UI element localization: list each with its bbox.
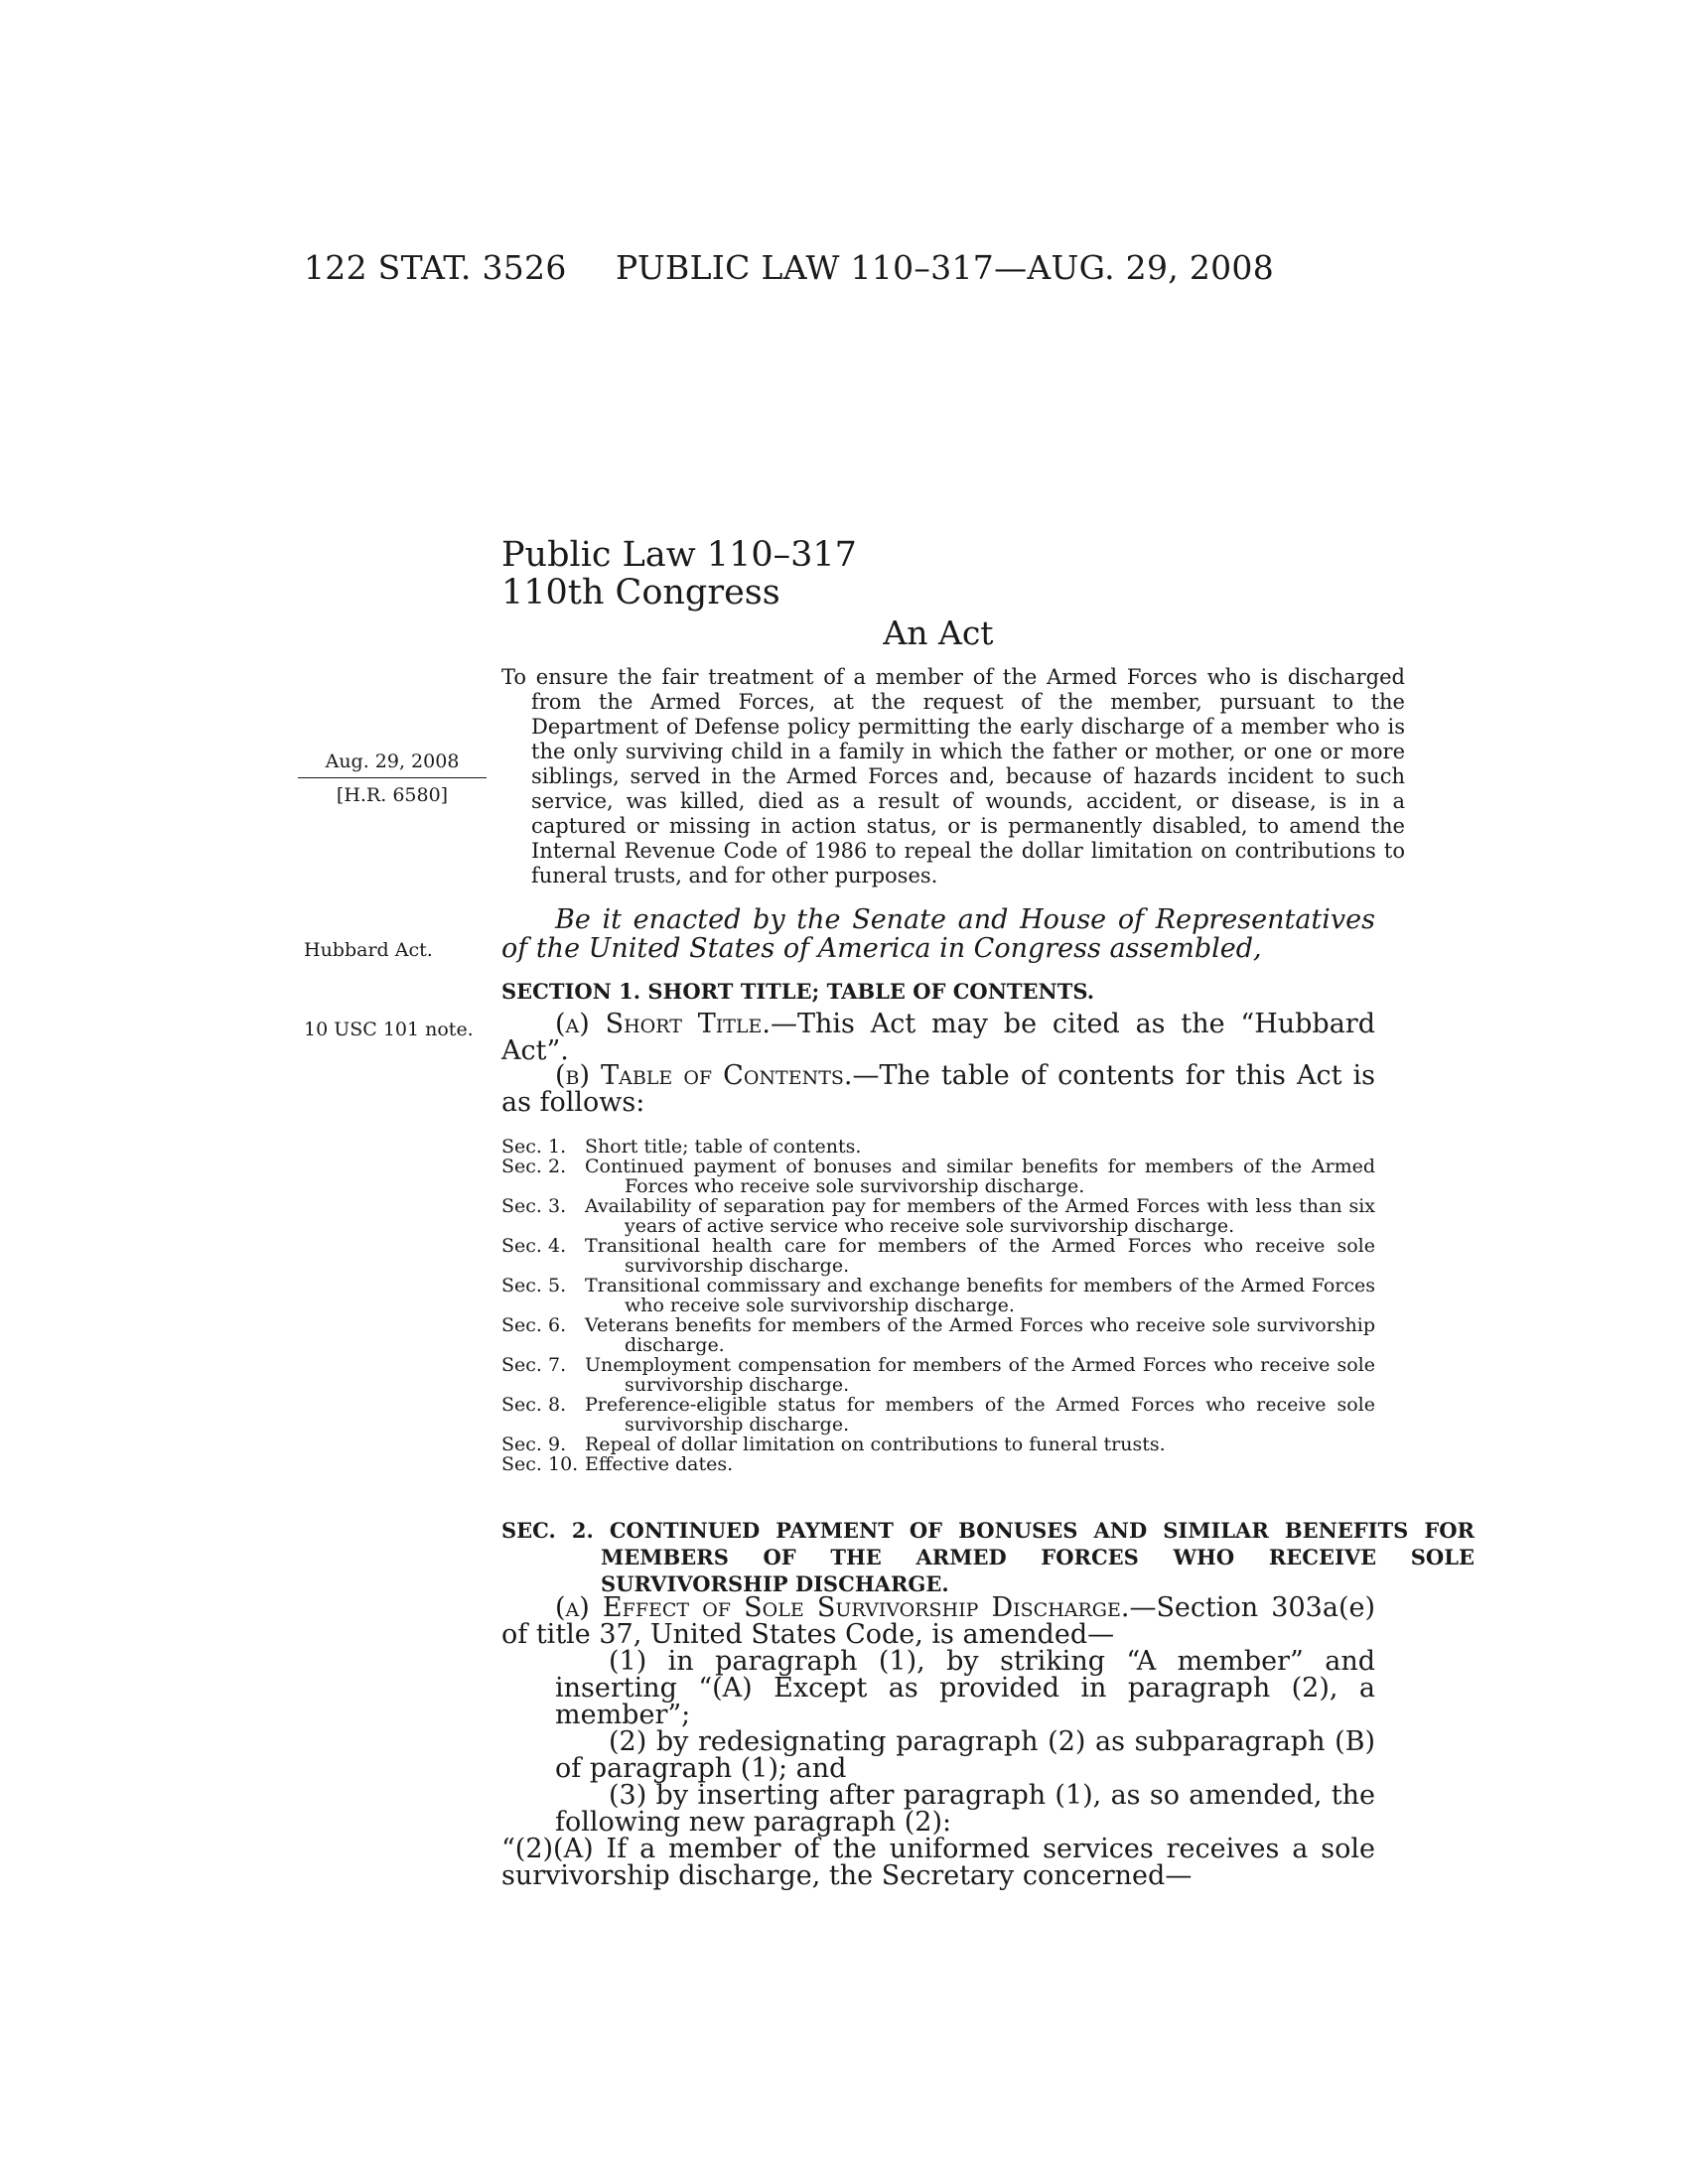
- toc-item: [501, 1395, 1375, 1434]
- section-1a: [501, 1011, 1375, 1064]
- toc-item: [501, 1276, 1375, 1315]
- section-1-heading: SECTION 1. SHORT TITLE; TABLE OF CONTENTS.: [501, 979, 1095, 1004]
- section-2-heading: SEC. 2. CONTINUED PAYMENT OF BONUSES AND SIMILAR BENEFITS FOR MEMBERS OF THE ARMED FORCES WHO RECEIVE SOLE SURVIVORSHIP DISCHARGE.: [501, 1518, 1475, 1596]
- toc-item: [501, 1454, 1375, 1474]
- toc-number: Sec. 6.: [501, 1314, 567, 1336]
- stat-page-number: 122 STAT. 3526: [304, 248, 567, 287]
- section-1b: [501, 1062, 1375, 1116]
- toc-number: Sec. 3.: [501, 1195, 567, 1217]
- enacting-clause: Be it enacted by the Senate and House of Representatives of the United States of America in Congress assembled,: [501, 904, 1375, 964]
- section-1a-label: (a) Short Title.: [555, 1009, 771, 1039]
- toc-number: Sec. 2.: [501, 1156, 567, 1177]
- table-of-contents: [501, 1137, 1375, 1474]
- congress-number: 110th Congress: [501, 573, 780, 613]
- toc-item: [501, 1236, 1375, 1276]
- section-1a-text: —This Act may be cited as the “Hubbard Act”.: [501, 1009, 1375, 1066]
- margin-note-usc: 10 USC 101 note.: [304, 1019, 474, 1040]
- section-2a-item-3: (3) by inserting after paragraph (1), as so amended, the following new paragraph (2):: [555, 1780, 1375, 1838]
- bill-number: [H.R. 6580]: [336, 784, 449, 806]
- law-title-block: [501, 536, 857, 612]
- quoted-paragraph-2a: “(2)(A) If a member of the uniformed services receives a sole survivorship discharge, the Secretary concerned—: [501, 1834, 1375, 1891]
- toc-text: Veterans benefits for members of the Armed Forces who receive sole survivorship discharge.: [585, 1314, 1375, 1356]
- law-number: Public Law 110–317: [501, 535, 857, 575]
- margin-note-short-name: Hubbard Act.: [304, 939, 433, 961]
- toc-number: Sec. 9.: [501, 1433, 567, 1455]
- toc-text: Transitional health care for members of the Armed Forces who receive sole survivorship discharge.: [585, 1235, 1375, 1277]
- toc-item: [501, 1355, 1375, 1395]
- running-header: PUBLIC LAW 110–317—AUG. 29, 2008: [616, 248, 1275, 287]
- toc-text: Short title; table of contents.: [585, 1136, 862, 1158]
- toc-text: Preference-eligible status for members of the Armed Forces who receive sole survivorship discharge.: [585, 1394, 1375, 1435]
- toc-text: Repeal of dollar limitation on contributions to funeral trusts.: [585, 1433, 1166, 1455]
- toc-number: Sec. 7.: [501, 1354, 567, 1376]
- section-2a-item-1: (1) in paragraph (1), by striking “A member” and inserting “(A) Except as provided in paragraph (2), a member”;: [555, 1646, 1375, 1730]
- toc-number: Sec. 5.: [501, 1275, 567, 1297]
- section-2a-item-2: (2) by redesignating paragraph (2) as subparagraph (B) of paragraph (1); and: [555, 1726, 1375, 1784]
- act-title: An Act: [883, 614, 994, 652]
- toc-text: Unemployment compensation for members of the Armed Forces who receive sole survivorship discharge.: [585, 1354, 1375, 1396]
- section-1b-label: (b) Table of Contents.: [555, 1060, 853, 1091]
- toc-number: Sec. 10.: [501, 1453, 579, 1475]
- toc-item: [501, 1137, 1375, 1157]
- section-2-body: [501, 1594, 1375, 1889]
- toc-text: Effective dates.: [585, 1453, 734, 1475]
- section-1b-text: —The table of contents for this Act is as follows:: [501, 1060, 1375, 1118]
- toc-text: Transitional commissary and exchange benefits for members of the Armed Forces who receive sole survivorship discharge.: [585, 1275, 1375, 1316]
- section-2a: [501, 1594, 1375, 1648]
- toc-number: Sec. 4.: [501, 1235, 567, 1257]
- long-title: To ensure the fair treatment of a member of the Armed Forces who is discharged from the Armed Forces, at the request of the member, pursuant to the Department of Defense policy permitting the early discharge of a member who is the only surviving child in a family in which the father or mother, or one or more siblings, served in the Armed Forces and, because of hazards incident to such service, was killed, died as a result of wounds, accident, or disease, is in a captured or missing in action status, or is permanently disabled, to amend the Internal Revenue Code of 1986 to repeal the dollar limitation on contributions to funeral trusts, and for other purposes.: [501, 665, 1405, 887]
- toc-text: Continued payment of bonuses and similar benefits for members of the Armed Forces who receive sole survivorship discharge.: [585, 1156, 1375, 1197]
- toc-item: [501, 1157, 1375, 1196]
- toc-item: [501, 1196, 1375, 1236]
- section-2a-text: —Section 303a(e) of title 37, United States Code, is amended—: [501, 1592, 1375, 1650]
- toc-number: Sec. 8.: [501, 1394, 567, 1416]
- enactment-date: Aug. 29, 2008: [298, 750, 487, 778]
- margin-note-date: [298, 750, 487, 808]
- toc-number: Sec. 1.: [501, 1136, 567, 1158]
- toc-item: [501, 1434, 1375, 1454]
- section-2a-label: (a) Effect of Sole Survivorship Discharge.: [555, 1592, 1130, 1623]
- toc-text: Availability of separation pay for members of the Armed Forces with less than six years of active service who receive sole survivorship discharge.: [585, 1195, 1375, 1237]
- toc-item: [501, 1315, 1375, 1355]
